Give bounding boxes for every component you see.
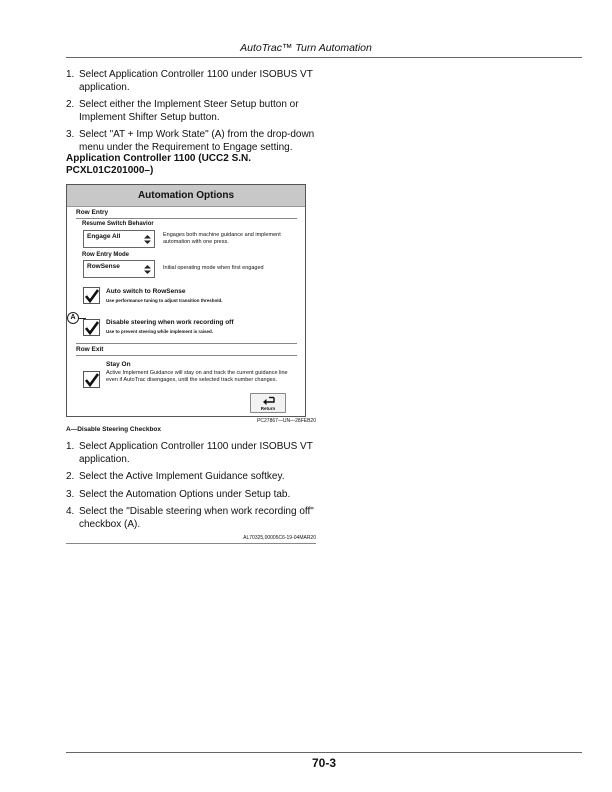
auto-switch-text: Auto switch to RowSense Use performance tuning to adjust transition threshold. — [106, 288, 223, 303]
row-entry-mode-label: Row Entry Mode — [82, 252, 130, 258]
step-item: 2. Select either the Implement Steer Setup button or Implement Shifter Setup button. — [66, 99, 299, 123]
resume-switch-label: Resume Switch Behavior — [82, 221, 154, 227]
row-exit-heading: Row Exit — [76, 346, 104, 353]
stay-on-text: Stay On Active Implement Guidance will stay on and track the current guidance line even if AutoTrac disengages, until the selected track number changes. — [106, 361, 288, 383]
callout-leader-line — [78, 318, 86, 319]
resume-switch-dropdown[interactable] — [83, 230, 155, 248]
step-item: 1. Select Application Controller 1100 under ISOBUS VT application. — [66, 69, 313, 93]
step-item: 2. Select the Active Implement Guidance softkey. — [66, 471, 285, 482]
row-entry-mode-description: Initial operating mode when first engaged — [163, 265, 264, 271]
auto-switch-checkbox[interactable] — [83, 287, 100, 304]
step-item: 3. Select the Automation Options under Setup tab. — [66, 488, 291, 500]
callout-a: A — [67, 312, 79, 324]
row-entry-heading: Row Entry — [76, 209, 109, 216]
row-exit-divider — [76, 343, 297, 344]
checkmark-icon — [85, 373, 99, 387]
header-divider — [66, 57, 582, 58]
step-item: 4. Select the "Disable steering when work recording off" checkbox (A). — [66, 506, 314, 530]
row-entry-divider — [76, 218, 297, 219]
footer-divider — [66, 752, 582, 753]
figure-legend: A—Disable Steering Checkbox — [66, 426, 161, 433]
instructions-bottom — [66, 441, 316, 536]
checkmark-icon — [85, 321, 99, 335]
disable-steering-checkbox[interactable] — [83, 319, 100, 336]
resume-switch-description: Engages both machine guidance and implement automation with one press. — [163, 232, 281, 245]
row-entry-mode-dropdown[interactable] — [83, 260, 155, 278]
instructions-top — [66, 69, 316, 159]
return-button[interactable] — [250, 393, 286, 413]
running-header: AutoTrac™ Turn Automation — [240, 42, 372, 54]
reference-id: AL70325,00005C6-19-04MAR20 — [243, 535, 316, 541]
step-item: 3. Select "AT + Imp Work State" (A) from the drop-down menu under the Requirement to Engage setting. — [66, 129, 315, 153]
automation-options-screenshot — [66, 184, 306, 417]
resume-switch-value: Engage All — [87, 233, 121, 240]
stay-on-checkbox[interactable] — [83, 371, 100, 388]
row-entry-mode-value: RowSense — [87, 263, 120, 270]
figure-id: PC27867—UN—28FEB20 — [257, 418, 316, 424]
row-exit-subdivider — [76, 355, 297, 356]
updown-arrow-icon — [144, 235, 151, 244]
disable-steering-text: Disable steering when work recording off Use to prevent steering while implement is raised. — [106, 319, 234, 334]
return-button-label: Return — [260, 406, 276, 411]
updown-arrow-icon — [144, 265, 151, 274]
step-item: 1. Select Application Controller 1100 under ISOBUS VT application. — [66, 441, 313, 465]
page-number: 70-3 — [311, 756, 337, 770]
checkmark-icon — [85, 289, 99, 303]
reference-divider — [66, 543, 316, 544]
return-arrow-icon — [263, 396, 275, 405]
section-subheading: Application Controller 1100 (UCC2 S.N. PCXL01C201000–) — [66, 153, 252, 176]
panel-title: Automation Options — [67, 185, 305, 207]
